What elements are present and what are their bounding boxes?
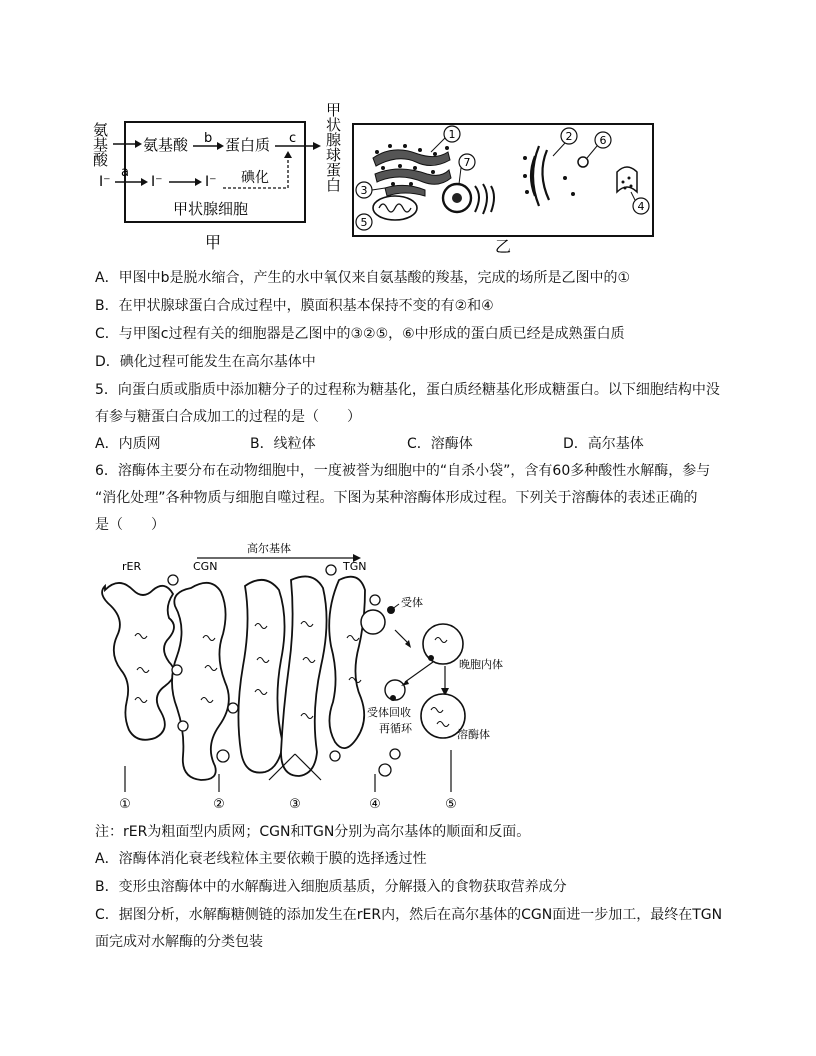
figure-note: 注：rER为粗面型内质网；CGN和TGN分别为高尔基体的顺面和反面。 [95, 824, 531, 840]
receptor-vesicle [361, 610, 385, 634]
mitochondrion-organelle [373, 196, 417, 220]
amino-acid-vertical-label: 氨基酸 [91, 122, 109, 167]
marker-circle-1: ① [119, 797, 131, 812]
q6-option-c-line2: 面完成对水解酶的分类包装 [95, 934, 263, 950]
figure-thyroid-cell [91, 96, 695, 256]
label-endosome: 晚胞内体 [459, 658, 503, 671]
label-cgn: CGN [193, 560, 218, 573]
iodide-outside: I⁻ [99, 174, 111, 190]
marker-6: 6 [599, 134, 607, 147]
iodination-label: 碘化 [241, 170, 269, 186]
q5-option-d: D．高尔基体 [563, 436, 644, 452]
cell-membrane-secretion [617, 167, 637, 192]
q5-option-a: A．内质网 [95, 436, 161, 452]
q5-option-c: C．溶酶体 [407, 436, 473, 452]
label-receptor: 受体 [401, 596, 423, 609]
q6-option-b: B．变形虫溶酶体中的水解酶进入细胞质基质，分解摄入的食物获取营养成分 [95, 879, 567, 895]
q6-option-a: A．溶酶体消化衰老线粒体主要依赖于膜的选择透过性 [95, 851, 427, 867]
q5-stem-line1: 5．向蛋白质或脂质中添加糖分子的过程称为糖基化，蛋白质经糖基化形成糖蛋白。以下细胞结构中没 [95, 382, 720, 398]
q5-options [95, 434, 735, 454]
protein-label: 蛋白质 [225, 136, 271, 154]
label-golgi: 高尔基体 [247, 542, 291, 555]
marker-1: 1 [448, 128, 456, 141]
label-b: b [204, 131, 213, 146]
q5-option-b: B．线粒体 [250, 436, 316, 452]
marker-4: 4 [637, 200, 645, 213]
q4-option-d: D．碘化过程可能发生在高尔基体中 [95, 354, 316, 370]
q6-stem-line2: “消化处理”各种物质与细胞自噬过程。下图为某种溶酶体形成过程。下列关于溶酶体的表述正确的 [95, 490, 698, 506]
label-rer: rER [122, 560, 142, 573]
label-recycle-1: 受体回收 [367, 706, 411, 719]
golgi-stack-organelle [531, 146, 549, 206]
label-tgn: TGN [343, 560, 367, 573]
caption-jia: 甲 [205, 233, 222, 252]
golgi-organelle [475, 184, 494, 214]
label-c: c [289, 131, 297, 146]
secretory-vesicle-organelle [443, 184, 471, 212]
caption-yi: 乙 [495, 237, 512, 256]
label-lysosome: 溶酶体 [457, 728, 490, 741]
figure-lysosome-formation [95, 540, 565, 815]
q6-option-c-line1: C．据图分析，水解酶糖侧链的添加发生在rER内，然后在高尔基体的CGN面进一步加工，最终在TGN [95, 907, 723, 923]
rough-er-organelle [373, 150, 451, 196]
marker-circle-5: ⑤ [445, 797, 457, 812]
amino-acid-label: 氨基酸 [143, 136, 189, 154]
marker-3: 3 [360, 184, 368, 197]
q4-option-c: C．与甲图c过程有关的细胞器是乙图中的③②⑤，⑥中形成的蛋白质已经是成熟蛋白质 [95, 326, 625, 342]
thyroglobulin-label: 甲状腺球蛋白 [324, 102, 342, 192]
rer-cisterna [102, 583, 174, 740]
thyroid-cell-label: 甲状腺细胞 [173, 200, 249, 218]
marker-circle-3: ③ [289, 797, 301, 812]
marker-5: 5 [360, 216, 368, 229]
q4-option-a: A．甲图中b是脱水缩合，产生的水中氧仅来自氨基酸的羧基，完成的场所是乙图中的① [95, 270, 631, 286]
label-recycle-2: 再循环 [379, 722, 412, 735]
marker-circle-4: ④ [369, 797, 381, 812]
marker-7: 7 [463, 156, 471, 169]
golgi-cisterna-2 [281, 576, 327, 776]
label-a: a [121, 165, 129, 180]
q6-stem-line3: 是（ ） [95, 517, 165, 533]
q4-option-b: B．在甲状腺球蛋白合成过程中，膜面积基本保持不变的有②和④ [95, 298, 494, 314]
iodide-converted: I⁻ [205, 174, 217, 190]
marker-circle-2: ② [213, 797, 225, 812]
marker-2: 2 [565, 130, 573, 143]
vesicle-organelle [578, 157, 588, 167]
iodide-inside: I⁻ [151, 174, 163, 190]
q6-stem-line1: 6．溶酶体主要分布在动物细胞中，一度被誉为细胞中的“自杀小袋”，含有60多种酸性水解酶，参与 [95, 463, 711, 479]
tgn-cisterna [329, 577, 365, 748]
q5-stem-line2: 有参与糖蛋白合成加工的过程的是（ ） [95, 409, 361, 425]
golgi-cisterna-1 [238, 580, 284, 773]
